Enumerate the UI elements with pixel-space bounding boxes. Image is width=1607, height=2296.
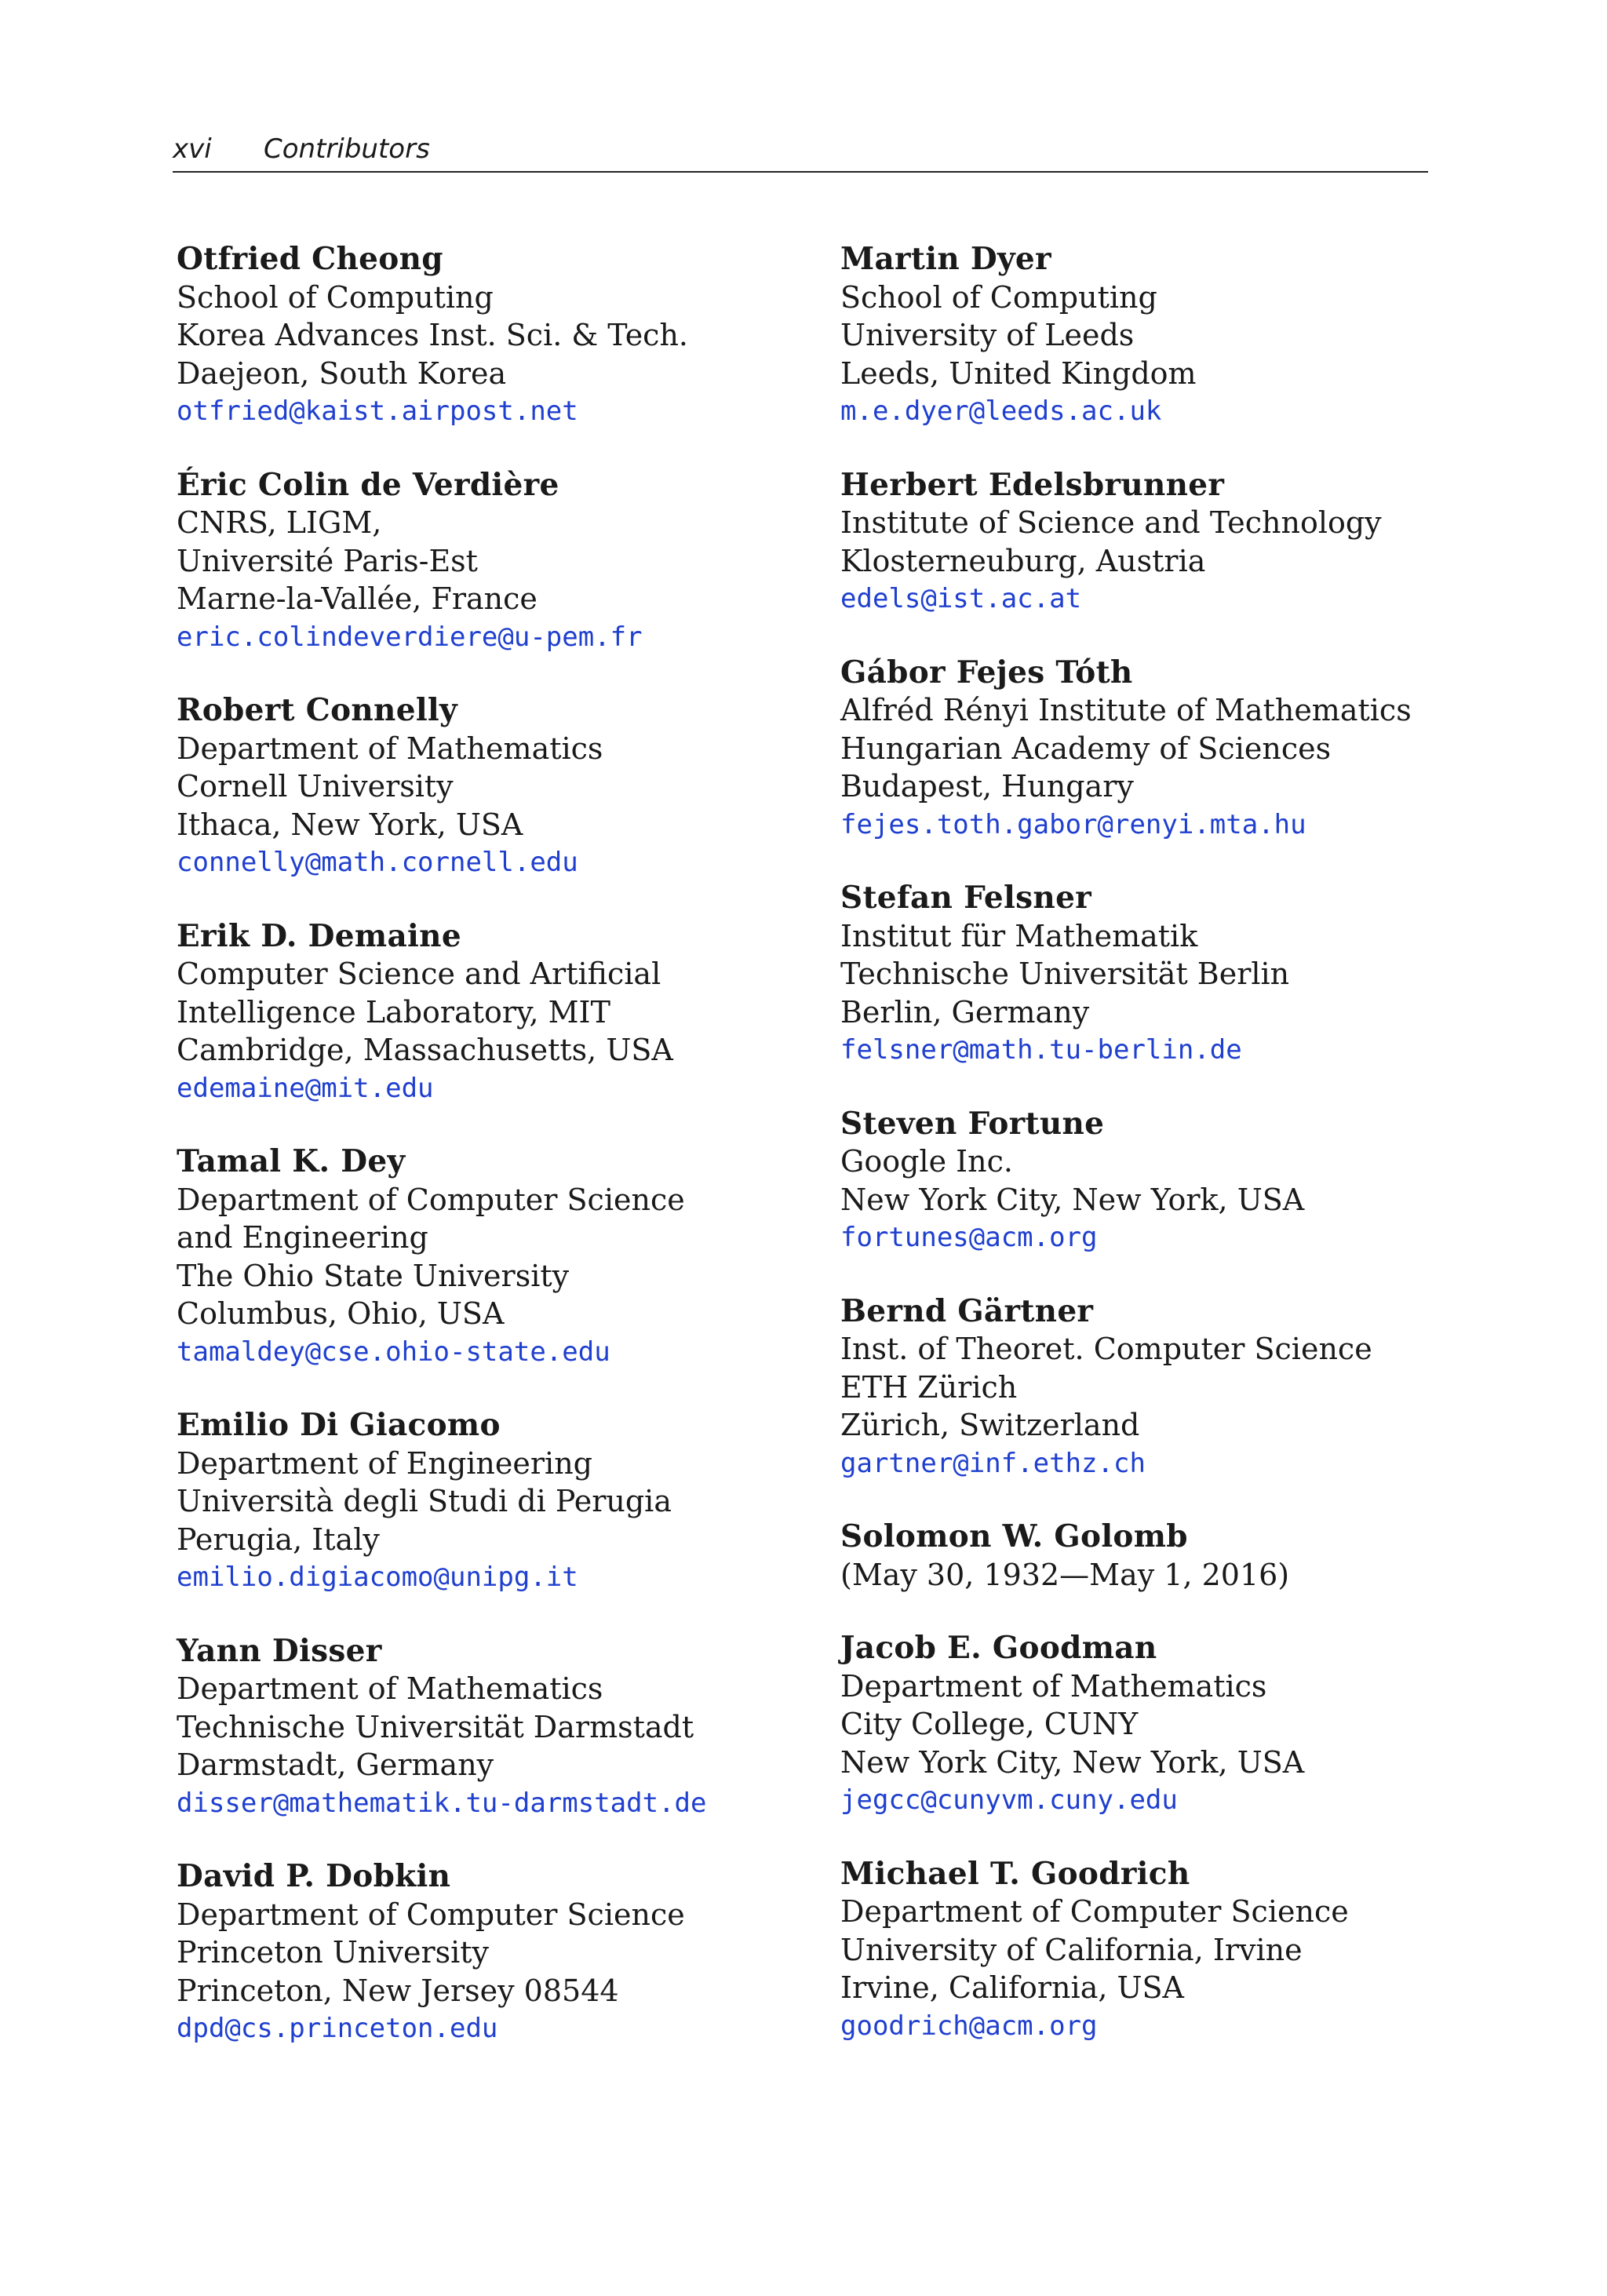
contributor-name: Éric Colin de Verdière bbox=[177, 466, 559, 503]
contributor-name: David P. Dobkin bbox=[177, 1858, 451, 1894]
running-head bbox=[173, 126, 1428, 173]
affiliation-line: Zürich, Switzerland bbox=[840, 1408, 1140, 1442]
affiliation-line: Irvine, California, USA bbox=[840, 1970, 1185, 2005]
contributor-entry bbox=[177, 1143, 820, 1371]
contributor-name: Erik D. Demaine bbox=[177, 917, 461, 954]
email-link[interactable]: jegcc@cunyvm.cuny.edu bbox=[840, 1784, 1178, 1816]
contributor-entry bbox=[840, 1292, 1484, 1483]
affiliation-line: The Ohio State University bbox=[177, 1258, 570, 1293]
contributor-entry bbox=[177, 240, 820, 431]
contributor-name: Steven Fortune bbox=[840, 1105, 1105, 1142]
contributor-name: Emilio Di Giacomo bbox=[177, 1407, 501, 1443]
affiliation-line: Princeton University bbox=[177, 1935, 489, 1970]
affiliation-line: Marne-la-Vallée, France bbox=[177, 581, 537, 616]
section-title: Contributors bbox=[264, 133, 430, 165]
contributor-entry bbox=[177, 917, 820, 1108]
contributor-entry bbox=[177, 1632, 820, 1823]
affiliation-line: Department of Computer Science bbox=[177, 1182, 685, 1217]
page-number: xvi bbox=[173, 133, 212, 165]
contributor-name: Robert Connelly bbox=[177, 692, 458, 728]
affiliation-line: CNRS, LIGM, bbox=[177, 505, 382, 540]
contributor-name: Michael T. Goodrich bbox=[840, 1855, 1190, 1892]
affiliation-line: ETH Zürich bbox=[840, 1369, 1018, 1405]
email-link[interactable]: m.e.dyer@leeds.ac.uk bbox=[840, 395, 1162, 427]
email-link[interactable]: fortunes@acm.org bbox=[840, 1222, 1098, 1253]
contributor-entry bbox=[840, 466, 1484, 618]
email-link[interactable]: dpd@cs.princeton.edu bbox=[177, 2013, 498, 2044]
affiliation-line: Leeds, United Kingdom bbox=[840, 355, 1197, 391]
affiliation-line: University of California, Irvine bbox=[840, 1932, 1303, 1967]
affiliation-line: New York City, New York, USA bbox=[840, 1182, 1305, 1217]
affiliation-line: Department of Mathematics bbox=[177, 731, 603, 766]
affiliation-line: Alfréd Rényi Institute of Mathematics bbox=[840, 693, 1412, 727]
contributor-name: Jacob E. Goodman bbox=[840, 1630, 1157, 1666]
contributor-name: Tamal K. Dey bbox=[177, 1143, 406, 1179]
email-link[interactable]: tamaldey@cse.ohio-state.edu bbox=[177, 1336, 610, 1368]
affiliation-line: Hungarian Academy of Sciences bbox=[840, 731, 1332, 766]
email-link[interactable]: edels@ist.ac.at bbox=[840, 583, 1082, 614]
email-link[interactable]: felsner@math.tu-berlin.de bbox=[840, 1034, 1242, 1066]
affiliation-line: Computer Science and Artificial bbox=[177, 957, 661, 991]
affiliation-line: Institute of Science and Technology bbox=[840, 505, 1382, 540]
affiliation-line: Université Paris-Est bbox=[177, 543, 478, 578]
contributor-entry bbox=[840, 1629, 1484, 1820]
email-link[interactable]: edemaine@mit.edu bbox=[177, 1072, 434, 1104]
affiliation-line: Klosterneuburg, Austria bbox=[840, 543, 1206, 578]
contributor-name: Otfried Cheong bbox=[177, 241, 443, 277]
affiliation-line: Berlin, Germany bbox=[840, 994, 1090, 1030]
contributor-entry bbox=[177, 691, 820, 882]
contributor-entry bbox=[840, 1855, 1484, 2046]
contributor-entry bbox=[177, 1406, 820, 1597]
contributor-name: Solomon W. Golomb bbox=[840, 1518, 1188, 1554]
affiliation-line: Cornell University bbox=[177, 769, 454, 804]
affiliation-line: Daejeon, South Korea bbox=[177, 355, 507, 391]
affiliation-line: Cambridge, Massachusetts, USA bbox=[177, 1033, 673, 1067]
contributor-name: Bernd Gärtner bbox=[840, 1292, 1094, 1329]
affiliation-line: Technische Universität Berlin bbox=[840, 957, 1290, 991]
affiliation-line: Intelligence Laboratory, MIT bbox=[177, 994, 610, 1030]
affiliation-line: Google Inc. bbox=[840, 1144, 1014, 1179]
affiliation-line: School of Computing bbox=[177, 279, 494, 315]
contributor-name: Martin Dyer bbox=[840, 241, 1051, 277]
affiliation-line: Department of Computer Science bbox=[177, 1897, 685, 1932]
affiliation-line: Perugia, Italy bbox=[177, 1522, 380, 1557]
affiliation-line: University of Leeds bbox=[840, 318, 1135, 352]
affiliation-line: Technische Universität Darmstadt bbox=[177, 1709, 694, 1744]
contributor-entry bbox=[177, 1857, 820, 2048]
affiliation-line: New York City, New York, USA bbox=[840, 1744, 1305, 1780]
affiliation-line: City College, CUNY bbox=[840, 1707, 1139, 1741]
contributor-name: Yann Disser bbox=[177, 1632, 382, 1669]
contributor-name: Herbert Edelsbrunner bbox=[840, 466, 1225, 503]
affiliation-line: Budapest, Hungary bbox=[840, 769, 1134, 804]
affiliation-line: Korea Advances Inst. Sci. & Tech. bbox=[177, 318, 689, 352]
affiliation-line: Ithaca, New York, USA bbox=[177, 807, 523, 842]
email-link[interactable]: goodrich@acm.org bbox=[840, 2010, 1098, 2042]
affiliation-line: Columbus, Ohio, USA bbox=[177, 1296, 505, 1331]
contributor-entry bbox=[840, 240, 1484, 431]
email-link[interactable]: otfried@kaist.airpost.net bbox=[177, 395, 578, 427]
affiliation-line: Darmstadt, Germany bbox=[177, 1748, 494, 1782]
contributor-entry bbox=[177, 466, 820, 657]
contributor-entry bbox=[840, 654, 1484, 844]
contributor-name: Gábor Fejes Tóth bbox=[840, 654, 1133, 691]
affiliation-line: Department of Engineering bbox=[177, 1445, 592, 1481]
email-link[interactable]: emilio.digiacomo@unipg.it bbox=[177, 1562, 578, 1593]
email-link[interactable]: fejes.toth.gabor@renyi.mta.hu bbox=[840, 808, 1306, 840]
email-link[interactable]: eric.colindeverdiere@u-pem.fr bbox=[177, 621, 643, 653]
contributor-entry bbox=[840, 879, 1484, 1070]
email-link[interactable]: gartner@inf.ethz.ch bbox=[840, 1447, 1146, 1479]
affiliation-line: Institut für Mathematik bbox=[840, 918, 1198, 953]
contributors-column-right bbox=[840, 240, 1484, 2080]
affiliation-line: School of Computing bbox=[840, 279, 1157, 315]
affiliation-line: Princeton, New Jersey 08544 bbox=[177, 1973, 619, 2008]
email-link[interactable]: disser@mathematik.tu-darmstadt.de bbox=[177, 1787, 707, 1819]
contributor-name: Stefan Felsner bbox=[840, 880, 1092, 916]
affiliation-line: Università degli Studi di Perugia bbox=[177, 1484, 672, 1518]
affiliation-line: (May 30, 1932—May 1, 2016) bbox=[840, 1557, 1290, 1592]
header-rule bbox=[173, 171, 1428, 173]
affiliation-line: Department of Mathematics bbox=[177, 1671, 603, 1706]
affiliation-line: and Engineering bbox=[177, 1220, 428, 1255]
email-link[interactable]: connelly@math.cornell.edu bbox=[177, 847, 578, 878]
affiliation-line: Department of Mathematics bbox=[840, 1668, 1267, 1704]
contributor-entry bbox=[840, 1105, 1484, 1257]
contributors-column-left bbox=[177, 240, 820, 2083]
contributor-entry bbox=[840, 1518, 1484, 1594]
affiliation-line: Inst. of Theoret. Computer Science bbox=[840, 1332, 1372, 1366]
affiliation-line: Department of Computer Science bbox=[840, 1894, 1349, 1929]
